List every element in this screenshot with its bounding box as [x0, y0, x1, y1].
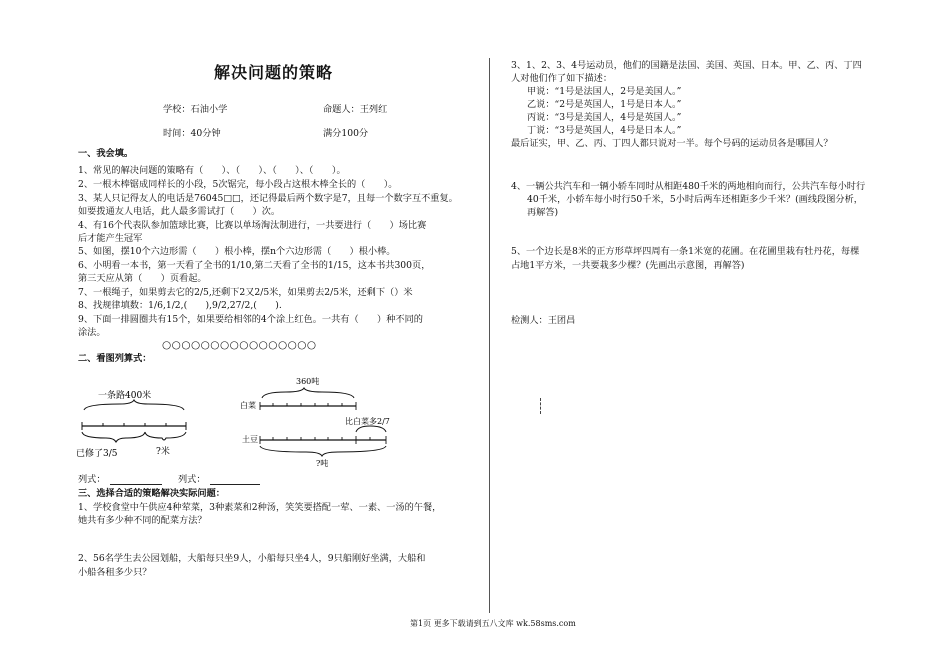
- problem-4-line1: 4、一辆公共汽车和一辆小轿车同时从相距480千米的两地相向而行，公共汽车每小时行: [511, 181, 866, 192]
- problem-3-statement-yi: 乙说：“2号是英国人，1号是日本人。”: [527, 99, 682, 110]
- column-divider: [489, 58, 490, 613]
- circle-row: ○○○○○○○○○○○○○○○○: [162, 339, 317, 351]
- fig2-top-brace: [262, 388, 354, 398]
- author-label: 命题人：王列红: [323, 104, 388, 115]
- page-title: 解决问题的策略: [214, 63, 334, 82]
- question-6-line1: 6、小明看一本书，第一天看了全书的1/10,第二天看了全书的1/15，这本书共300页，: [78, 260, 431, 271]
- section1-heading: 一、我会填。: [78, 148, 134, 159]
- figures-svg: [70, 370, 390, 470]
- question-7: 7、一根绳子，如果剪去它的2/5,还剩下2又2/5米，如果剪去2/5米，还剩下（）米: [78, 287, 413, 298]
- problem-4-line2: 40千米，小轿车每小时行50千米，5小时后两车还相距多少千米？(画线段图分析，: [527, 194, 863, 205]
- problem-1-line2: 她共有多少种不同的配菜方法？: [78, 515, 207, 526]
- fig1-bottom-brace-left: [82, 432, 145, 442]
- fig2-row2-label: 土豆: [242, 435, 258, 444]
- fig2-note-brace: [356, 426, 386, 432]
- question-9-line2: 涂法。: [78, 327, 106, 338]
- question-6-line2: 第三天应从第（ ）页看起。: [78, 273, 207, 284]
- problem-2-line1: 2、56名学生去公园划船，大船每只坐9人，小船每只坐4人，9只船刚好坐满，大船和: [78, 553, 426, 564]
- problem-3-line2: 人对他们作了如下描述：: [511, 73, 613, 84]
- problem-3-line1: 3、1、2、3、4号运动员，他们的国籍是法国、美国、英国、日本。甲、乙、丙、丁四: [511, 60, 862, 71]
- fig1-top-brace: [84, 400, 184, 410]
- question-3-line2: 如要拨通友人电话，此人最多需试打（ ）次。: [78, 206, 281, 217]
- problem-3-statement-bing: 丙说：“3号是美国人，4号是英国人。”: [527, 112, 682, 123]
- time-label: 时间：40分钟: [163, 128, 221, 139]
- problem-5-line1: 5、一个边长是8米的正方形草坪四周有一条1米宽的花圃。在花圃里栽有牡丹花，每棵: [511, 246, 860, 257]
- problem-3-conclusion: 最后证实，甲、乙、丙、丁四人都只说对一半。每个号码的运动员各是哪国人？: [511, 138, 833, 149]
- question-9-line1: 9、下面一排圆圈共有15个，如果要给相邻的4个涂上红色。一共有（ ）种不同的: [78, 314, 423, 325]
- problem-5-line2: 占地1平方米，一共要栽多少棵？(先画出示意图，再解答): [511, 260, 745, 271]
- question-4-line1: 4、有16个代表队参加篮球比赛，比赛以单场淘汰制进行，一共要进行（ ）场比赛: [78, 220, 427, 231]
- problem-1-line1: 1、学校食堂中午供应4种荤菜，3种素菜和2种汤，笑笑要搭配一荤、一素、一汤的午餐，: [78, 502, 442, 513]
- question-4-line2: 后才能产生冠军: [78, 233, 143, 244]
- formula-1-answer-line[interactable]: [110, 484, 162, 485]
- dashed-mark: [540, 398, 542, 414]
- formula-2-answer-line[interactable]: [210, 484, 260, 485]
- fig2-note-label: 比白菜多2/7: [345, 417, 390, 426]
- question-2: 2、一根木棒锯成同样长的小段，5次锯完，每小段占这根木棒全长的（ ）。: [78, 179, 398, 190]
- fig2-bottom-label: ?吨: [316, 459, 329, 468]
- checker-label: 检测人：王团昌: [511, 315, 576, 326]
- fig1-bottom-brace-right: [145, 432, 186, 440]
- fig1-bottom-left-label: 已修了3/5: [76, 449, 118, 459]
- section2-heading: 二、看图列算式：: [78, 353, 152, 364]
- score-label: 满分100分: [323, 128, 369, 139]
- fig2-bottom-brace: [260, 446, 386, 456]
- formula-2-label: 列式：: [178, 474, 206, 485]
- question-8: 8、找规律填数：1/6,1/2,( ),9/2,27/2,( ).: [78, 300, 282, 311]
- problem-2-line2: 小船各租多少只？: [78, 567, 152, 578]
- section3-heading: 三、选择合适的策略解决实际问题：: [78, 488, 225, 499]
- fig2-row1-label: 白菜: [240, 401, 256, 410]
- problem-3-statement-ding: 丁说：“3号是英国人，4号是日本人。”: [527, 125, 682, 136]
- fig2-top-label: 360吨: [296, 377, 320, 386]
- question-1: 1、常见的解决问题的策略有（ ）、（ ）、（ ）、（ ）。: [78, 165, 346, 176]
- fig1-bottom-right-label: ?米: [156, 447, 170, 457]
- question-3-line1: 3、某人只记得友人的电话是76045□□，还记得最后两个数字是7，且每一个数字互不重复。: [78, 193, 458, 204]
- problem-3-statement-jia: 甲说：“1号是法国人，2号是美国人。”: [527, 86, 682, 97]
- formula-1-label: 列式：: [78, 474, 106, 485]
- problem-4-line3: 再解答): [527, 207, 559, 218]
- page-footer: 第1页 更多下载请到五八文库 wk.58sms.com: [410, 619, 576, 628]
- school-label: 学校：石油小学: [163, 104, 228, 115]
- question-5: 5、如图，摆10个六边形需（ ）根小棒，摆n个六边形需（ ）根小棒。: [78, 246, 396, 257]
- fig1-top-label: 一条路400米: [98, 391, 152, 401]
